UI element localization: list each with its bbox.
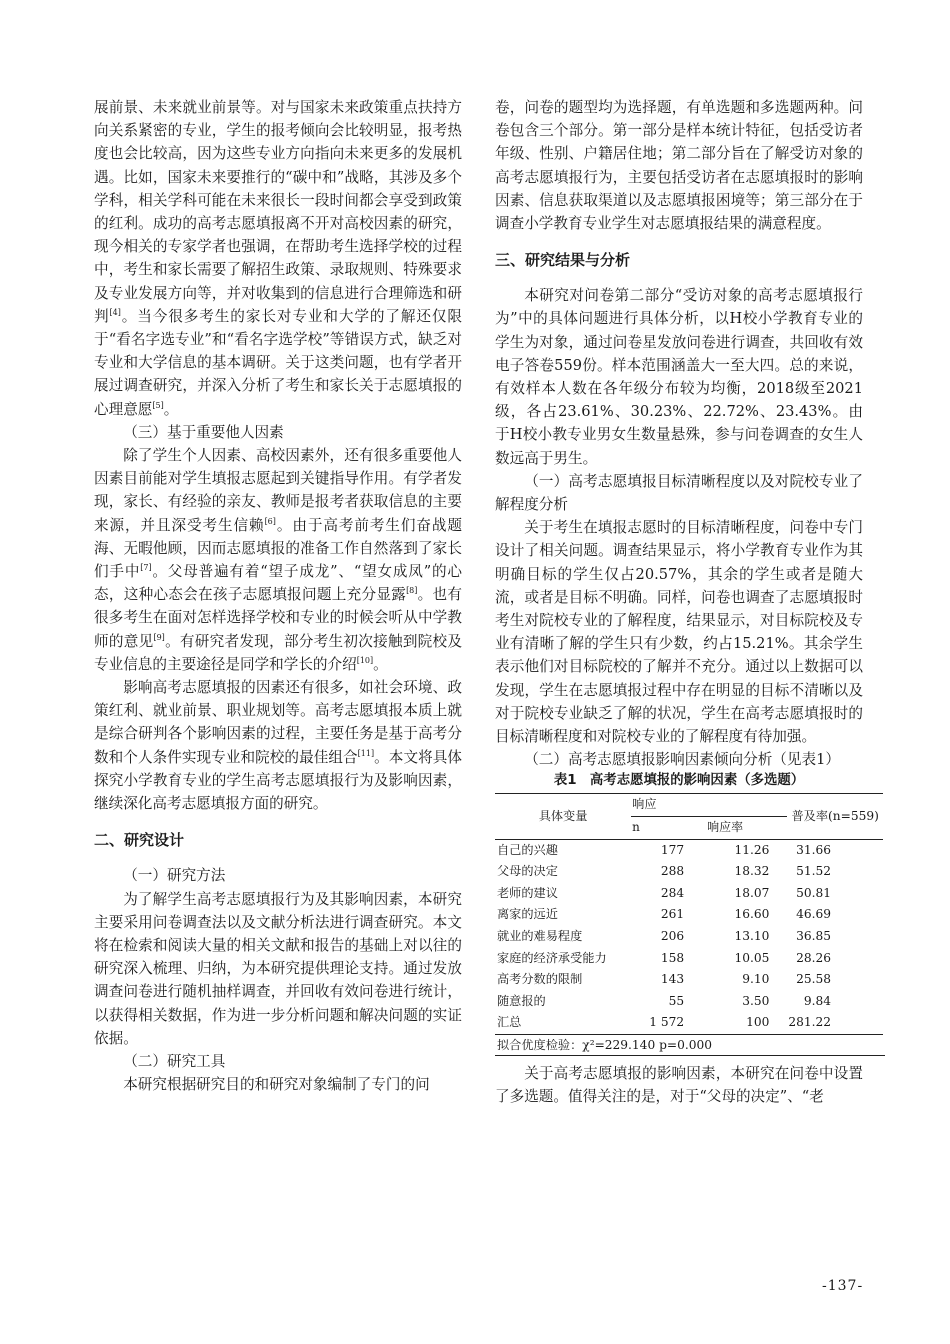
cell-n: 284 (660, 885, 685, 900)
table-row (495, 839, 883, 861)
cell-popularity: 46.69 (796, 907, 831, 922)
page-number: -137- (822, 1278, 864, 1294)
subsection-heading: （一）高考志愿填报目标清晰程度以及对院校专业了解程度分析 (495, 472, 863, 514)
table-body (495, 839, 883, 1034)
cell-popularity: 31.66 (787, 839, 883, 861)
cell-variable: 老师的建议 (497, 885, 558, 900)
cell-rate: 10.05 (734, 950, 770, 965)
cell-rate: 18.07 (734, 885, 770, 900)
cell-n: 261 (660, 907, 685, 922)
paragraph: 卷，问卷的题型均为选择题，有单选题和多选题两种。问卷包含三个部分。第一部分是样本统计特征，包括受访者年级、性别、户籍居住地；第二部分旨在了解受访对象的高考志愿填报行为，主要包括受访者在志愿填报时的影响因素、信息获取渠道以及志愿填报困境等；第三部分在于调查小学教育专业学生对志愿填报结果的满意程度。 (495, 99, 863, 233)
paragraph: 为了解学生高考志愿填报行为及其影响因素，本研究主要采用问卷调查法以及文献分析法进行调查研究。本文将在检索和阅读大量的相关文献和报告的基础上对以往的研究深入梳理、归纳，为本研究提供理论支持。通过发放调查问卷进行随机抽样调查，并回收有效问卷进行统计，以获得相关数据，作为进一步分析问题和解决问题的实证依据。 (94, 890, 462, 1047)
cell-popularity: 36.85 (796, 929, 831, 944)
cell-rate: 18.32 (734, 864, 770, 879)
cell-rate: 100 (706, 1012, 787, 1034)
cell-popularity: 51.52 (796, 864, 831, 879)
paragraph: 本研究对问卷第二部分“受访对象的高考志愿填报行为”中的具体问题进行具体分析，以H校小学教育专业的学生为对象，通过问卷星发放问卷进行调查，共回收有效电子答卷559份。样本范围涵盖大一至大四。总的来说，有效样本人数在各年级分布较为均衡，2018级至2021级，各占23.61%、30.23%、22.72%、23.43%。由于H校小教专业男女生数量悬殊，参与问卷调查的女生人数远高于男生。 (495, 287, 863, 467)
citation: [11] (357, 748, 375, 758)
cell-n: 143 (660, 972, 685, 987)
cell-rate: 16.60 (734, 907, 770, 922)
cell-n: 177 (631, 839, 706, 861)
table-row (495, 969, 883, 991)
cell-popularity: 28.26 (796, 950, 831, 965)
table-row (495, 926, 883, 948)
section-heading: 三、研究结果与分析 (495, 251, 631, 270)
subsection-heading: （三）基于重要他人因素 (123, 423, 284, 441)
section-heading: 二、研究设计 (94, 831, 185, 850)
column-header-n: n (632, 820, 640, 835)
column-header-variable: 具体变量 (495, 794, 631, 839)
cell-n: 1 572 (631, 1012, 706, 1034)
table-row (495, 883, 883, 905)
influence-factors-table (495, 793, 883, 1035)
column-header-response: 响应 (631, 794, 787, 817)
table-row (495, 948, 883, 970)
subsection-heading: （二）研究工具 (123, 1052, 226, 1070)
cell-rate: 9.10 (742, 972, 770, 987)
cell-popularity: 25.58 (796, 972, 831, 987)
table-row (495, 904, 883, 926)
cell-variable: 高考分数的限制 (497, 972, 583, 987)
cell-variable: 父母的决定 (497, 864, 558, 879)
citation: [8] (406, 586, 418, 596)
left-column (94, 96, 462, 1096)
table-caption: 表1 高考志愿填报的影响因素（多选题） (553, 773, 805, 789)
cell-popularity: 281.22 (787, 1012, 883, 1034)
paragraph: 除了学生个人因素、高校因素外，还有很多重要他人因素目前能对学生填报志愿起到关键指导作用。有学者发现，家长、有经验的亲友、教师是报考者获取信息的主要来源，并且深受考生信赖[6]。由于高考前考生们奋战题海、无暇他顾，因而志愿填报的准备工作自然落到了家长们手中[7]。父母普遍有着“望子成龙”、“望女成凤”的心态，这种心态会在孩子志愿填报问题上充分显露[8]。也有很多考生在面对怎样选择学校和专业的时候会听从中学教师的意见[9]。有研究者发现，部分考生初次接触到院校及专业信息的主要途径是同学和学长的介绍[10]。 (94, 447, 462, 673)
paragraph: 本研究根据研究目的和研究对象编制了专门的问 (123, 1076, 430, 1094)
fit-test-note: 拟合优度检验：χ²=229.140 p=0.000 (495, 1035, 885, 1056)
right-column (495, 96, 879, 1108)
cell-variable: 随意报的 (497, 993, 546, 1008)
cell-n: 288 (660, 864, 685, 879)
table-row (495, 1012, 883, 1034)
column-header-rate: 响应率 (707, 820, 744, 835)
citation: [10] (356, 655, 374, 665)
citation: [6] (264, 516, 276, 526)
paragraph: 影响高考志愿填报的因素还有很多，如社会环境、政策红利、就业前景、职业规划等。高考志愿填报本质上就是综合研判各个影响因素的过程，主要任务是基于高考分数和个人条件实现专业和院校的最佳组合[11]。本文将具体探究小学教育专业的学生高考志愿填报行为及影响因素，继续深化高考志愿填报方面的研究。 (94, 679, 462, 813)
cell-variable: 就业的难易程度 (497, 929, 583, 944)
cell-n: 206 (660, 929, 685, 944)
table-row (495, 861, 883, 883)
cell-rate: 13.10 (734, 929, 770, 944)
cell-variable: 离家的远近 (497, 907, 558, 922)
cell-popularity: 9.84 (803, 993, 831, 1008)
paragraph: 展前景、未来就业前景等。对与国家未来政策重点扶持方向关系紧密的专业，学生的报考倾向会比较明显，报考热度也会比较高，因为这些专业方向指向未来更多的发展机遇。比如，国家未来要推行的“碳中和”战略，其涉及多个学科，相关学科可能在未来很长一段时间都会享受到政策的红利。成功的高考志愿填报离不开对高校因素的研究，现今相关的专家学者也强调，在帮助考生选择学校的过程中，考生和家长需要了解招生政策、录取规则、特殊要求及专业发展方向等，并对收集到的信息进行合理筛选和研判[4]。当今很多考生的家长对专业和大学的了解还仅限于“看名字选专业”和“看名字选学校”等错误方式，缺乏对专业和大学信息的基本调研。关于这类问题，也有学者开展过调查研究，并深入分析了考生和家长关于志愿填报的心理意愿[5]。 (94, 99, 462, 418)
citation: [5] (152, 400, 164, 410)
citation: [4] (109, 307, 121, 317)
subsection-heading: （二）高考志愿填报影响因素倾向分析（见表1） (524, 751, 840, 769)
paragraph: 关于高考志愿填报的影响因素，本研究在问卷中设置了多选题。值得关注的是，对于“父母的决定”、“老 (495, 1065, 863, 1106)
paragraph: 关于考生在填报志愿时的目标清晰程度，问卷中专门设计了相关问题。调查结果显示，将小学教育专业作为其明确目标的学生仅占20.57%，其余的学生或者是随大流，或者是目标不明确。同样，问卷也调查了志愿填报时考生对院校专业的了解程度，结果显示，对目标院校及专业有清晰了解的学生只有少数，约占15.21%。其余学生表示他们对目标院校的了解并不充分。通过以上数据可以发现，学生在志愿填报过程中存在明显的目标不清晰以及对于院校专业缺乏了解的状况，学生在高考志愿填报时的目标清晰程度和对院校专业的了解程度有待加强。 (495, 519, 863, 746)
table-row (495, 991, 883, 1013)
cell-n: 55 (668, 993, 685, 1008)
citation: [7] (140, 563, 152, 573)
cell-variable: 汇总 (495, 1012, 631, 1034)
cell-popularity: 50.81 (796, 885, 831, 900)
cell-rate: 3.50 (742, 993, 770, 1008)
cell-n: 158 (660, 950, 685, 965)
cell-rate: 11.26 (706, 839, 787, 861)
cell-variable: 家庭的经济承受能力 (497, 950, 607, 965)
column-header-popularity: 普及率(n=559) (787, 794, 883, 839)
cell-variable: 自己的兴趣 (495, 839, 631, 861)
citation: [9] (153, 632, 165, 642)
subsection-heading: （一）研究方法 (123, 867, 226, 885)
